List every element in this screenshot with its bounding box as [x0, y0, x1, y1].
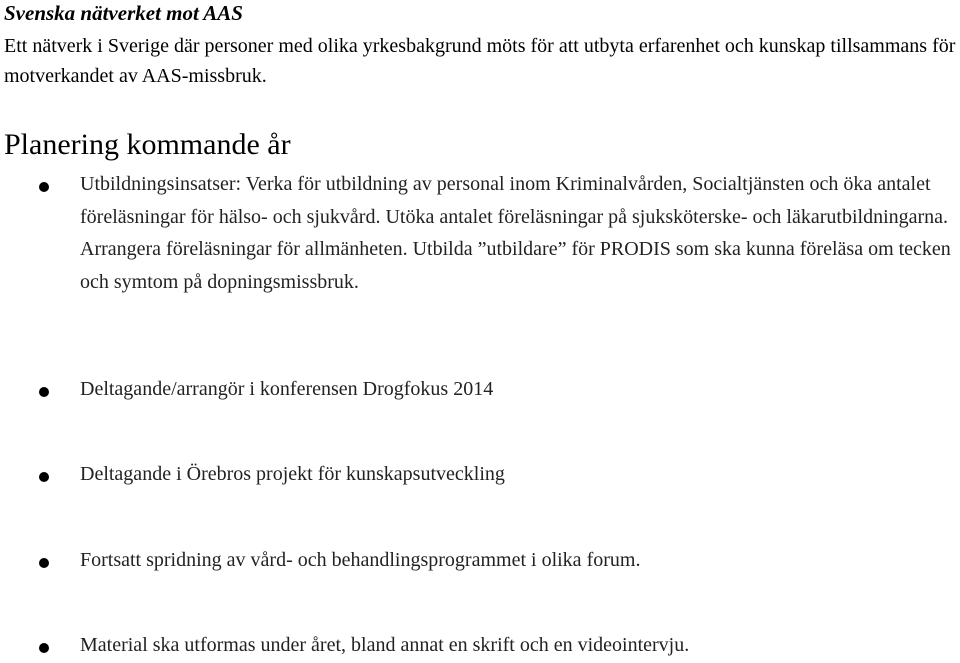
bullet-icon — [39, 472, 49, 482]
list-item-text: Deltagande i Örebros projekt för kunskapsutveckling — [80, 463, 505, 485]
list-item-text: Deltagande/arrangör i konferensen Drogfokus 2014 — [80, 378, 494, 400]
list-item-text: Fortsatt spridning av vård- och behandlingsprogrammet i olika forum. — [80, 549, 641, 571]
list-item-text: Utbildningsinsatser: Verka för utbildning av personal inom Kriminalvården, Socialtjänsten och öka antalet föreläsningar för hälso- och sjukvård. Utöka antalet föreläsningar på sjuksköterske- och läkarutbildningarna. Arrangera föreläsningar för allmänheten. Utbilda ”utbildare” för PRODIS som ska kunna föreläsa om tecken och symtom på dopningsmissbruk. — [80, 173, 951, 293]
bullet-icon — [39, 558, 49, 568]
bullet-icon — [39, 182, 49, 192]
organization-description: Ett nätverk i Sverige där personer med olika yrkesbakgrund möts för att utbyta erfarenhet och kunskap tillsammans för motverkandet av AAS-missbruk. — [4, 35, 956, 87]
bullet-icon — [39, 643, 49, 653]
organization-title: Svenska nätverket mot AAS — [4, 1, 243, 25]
bullet-icon — [39, 387, 49, 397]
list-item-text: Material ska utformas under året, bland annat en skrift och en videointervju. — [80, 634, 690, 656]
section-heading: Planering kommande år — [4, 128, 291, 161]
